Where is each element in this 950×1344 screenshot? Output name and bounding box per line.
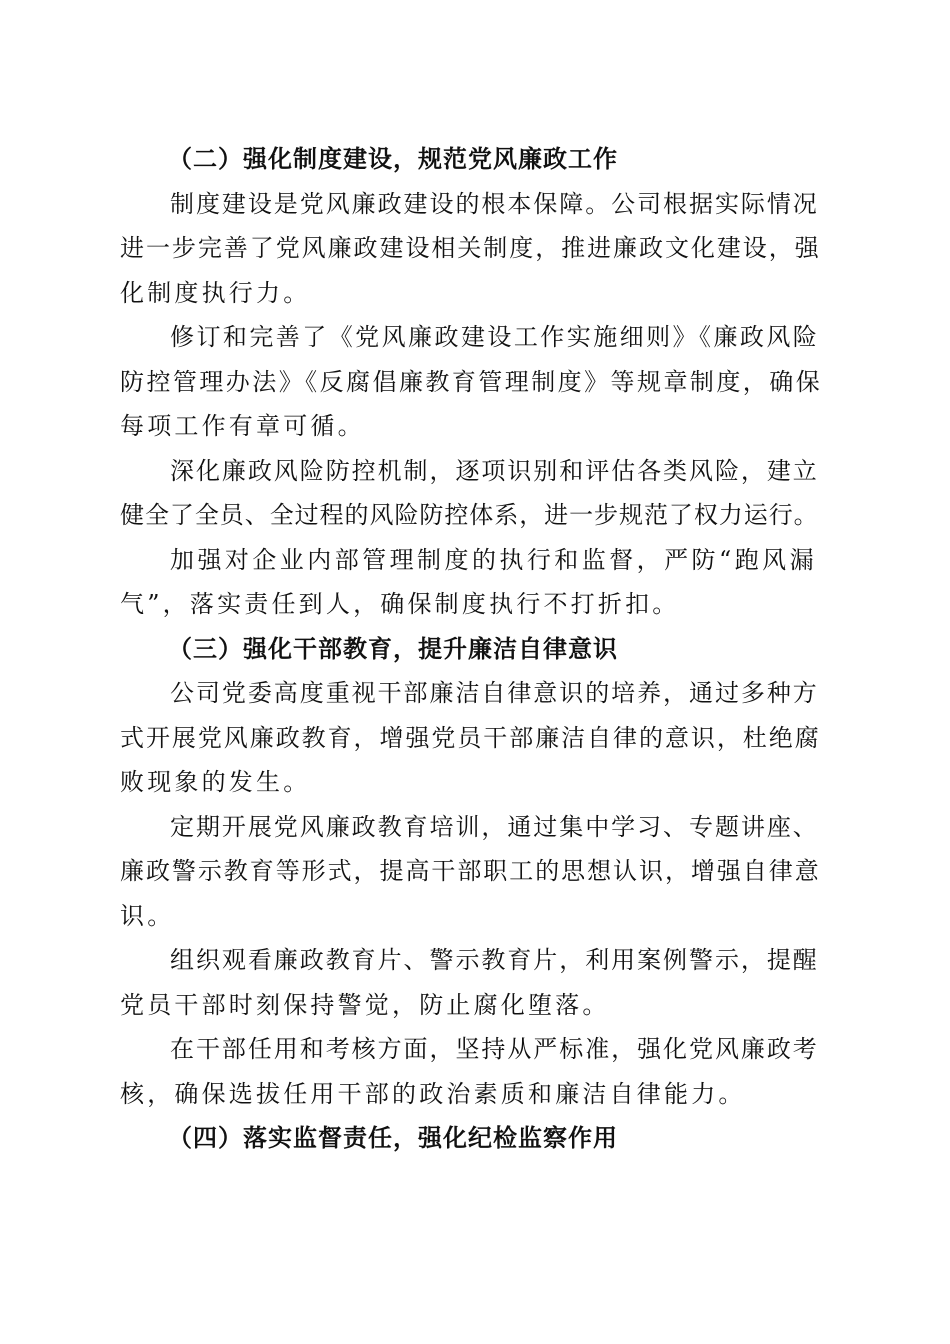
section-heading-2: （二）强化制度建设，规范党风廉政工作 [168, 145, 618, 173]
paragraph-line: 定期开展党风廉政教育培训，通过集中学习、专题讲座、 [170, 812, 819, 841]
paragraph [120, 671, 822, 805]
paragraph-line: 核，确保选拔任用干部的政治素质和廉洁自律能力。 [120, 1079, 746, 1108]
paragraph [120, 1027, 822, 1116]
paragraph-line: 组织观看廉政教育片、警示教育片，利用案例警示，提醒 [170, 946, 819, 974]
section-heading-3: （三）强化干部教育，提升廉洁自律意识 [168, 634, 618, 663]
paragraph [120, 449, 822, 538]
paragraph-line: 防控管理办法》《反腐倡廉教育管理制度》等规章制度，确保 [120, 367, 823, 396]
paragraph-line: 在干部任用和考核方面，坚持从严标准，强化党风廉政考 [170, 1035, 819, 1063]
paragraph-line: 党员干部时刻保持警觉，防止腐化堕落。 [120, 990, 610, 1019]
paragraph-line: 进一步完善了党风廉政建设相关制度，推进廉政文化建设，强 [120, 234, 821, 262]
paragraph-line: 式开展党风廉政教育，增强党员干部廉洁自律的意识，杜绝腐 [120, 723, 821, 752]
paragraph [120, 538, 822, 627]
paragraph-line: 每项工作有章可循。 [120, 412, 365, 440]
paragraph-line: 气”，落实责任到人，确保制度执行不打折扣。 [120, 590, 680, 618]
paragraph-line: 公司党委高度重视干部廉洁自律意识的培养，通过多种方 [170, 679, 819, 707]
section-heading-4: （四）落实监督责任，强化纪检监察作用 [168, 1124, 618, 1152]
paragraph-line: 败现象的发生。 [120, 768, 311, 796]
paragraph [120, 938, 822, 1027]
paragraph [120, 315, 822, 449]
paragraph-line: 制度建设是党风廉政建设的根本保障。公司根据实际情况 [170, 189, 819, 218]
paragraph-line: 廉政警示教育等形式，提高干部职工的思想认识，增强自律意 [120, 857, 821, 885]
paragraph-line: 修订和完善了《党风廉政建设工作实施细则》《廉政风险 [170, 323, 820, 351]
document-body [120, 137, 822, 1161]
paragraph-line: 化制度执行力。 [120, 278, 311, 307]
paragraph [120, 805, 822, 939]
paragraph-line: 健全了全员、全过程的风险防控体系，进一步规范了权力运行。 [120, 501, 819, 529]
paragraph [120, 182, 822, 316]
paragraph-line: 深化廉政风险防控机制，逐项识别和评估各类风险，建立 [170, 456, 819, 485]
paragraph-line: 加强对企业内部管理制度的执行和监督，严防“跑风漏 [170, 545, 818, 574]
paragraph-line: 识。 [120, 901, 175, 930]
